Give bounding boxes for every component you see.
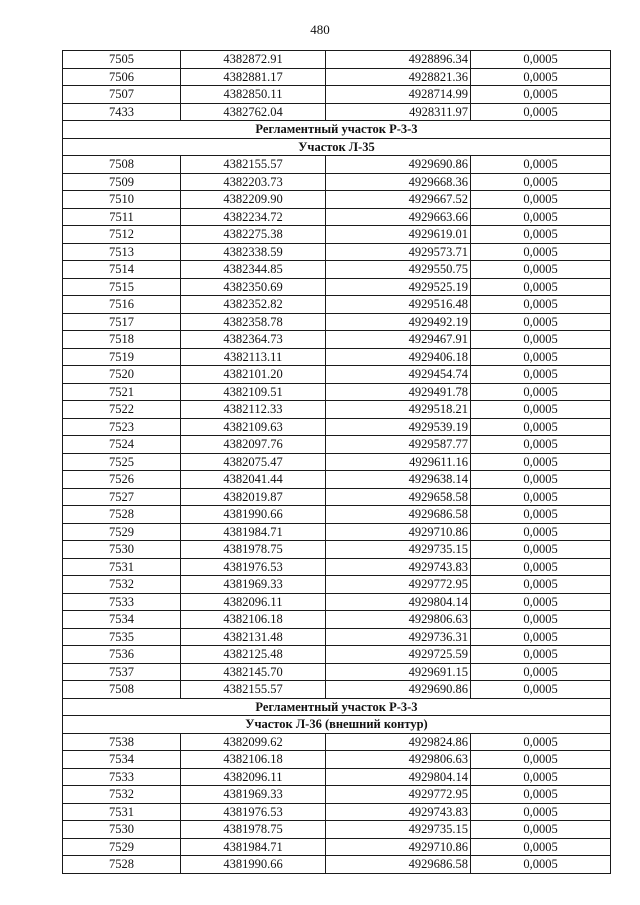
x-coordinate-cell: 4381976.53 [181,558,326,576]
x-coordinate-cell: 4382041.44 [181,471,326,489]
accuracy-cell: 0,0005 [471,226,611,244]
x-coordinate-cell: 4382101.20 [181,366,326,384]
table-row [63,558,611,576]
x-coordinate-cell: 4382096.11 [181,593,326,611]
point-number-cell: 7508 [63,681,181,699]
x-coordinate-cell: 4382112.33 [181,401,326,419]
point-number-cell: 7519 [63,348,181,366]
point-number-cell: 7536 [63,646,181,664]
point-number-cell: 7518 [63,331,181,349]
table-row [63,681,611,699]
point-number-cell: 7506 [63,68,181,86]
point-number-cell: 7509 [63,173,181,191]
point-number-cell: 7517 [63,313,181,331]
accuracy-cell: 0,0005 [471,523,611,541]
y-coordinate-cell: 4929539.19 [326,418,471,436]
x-coordinate-cell: 4382350.69 [181,278,326,296]
x-coordinate-cell: 4382358.78 [181,313,326,331]
point-number-cell: 7534 [63,611,181,629]
table-row [63,541,611,559]
accuracy-cell: 0,0005 [471,558,611,576]
accuracy-cell: 0,0005 [471,751,611,769]
table-row [63,68,611,86]
point-number-cell: 7516 [63,296,181,314]
point-number-cell: 7537 [63,663,181,681]
x-coordinate-cell: 4381990.66 [181,506,326,524]
coordinates-table-body [63,51,611,874]
y-coordinate-cell: 4929518.21 [326,401,471,419]
table-row [63,243,611,261]
x-coordinate-cell: 4382131.48 [181,628,326,646]
accuracy-cell: 0,0005 [471,856,611,874]
accuracy-cell: 0,0005 [471,576,611,594]
y-coordinate-cell: 4929804.14 [326,593,471,611]
table-row [63,611,611,629]
accuracy-cell: 0,0005 [471,313,611,331]
table-row [63,733,611,751]
x-coordinate-cell: 4381990.66 [181,856,326,874]
y-coordinate-cell: 4929587.77 [326,436,471,454]
y-coordinate-cell: 4929668.36 [326,173,471,191]
y-coordinate-cell: 4929824.86 [326,733,471,751]
y-coordinate-cell: 4929735.15 [326,541,471,559]
table-row [63,348,611,366]
section-heading-plot [63,716,611,734]
point-number-cell: 7530 [63,821,181,839]
table-row [63,471,611,489]
y-coordinate-cell: 4929667.52 [326,191,471,209]
accuracy-cell: 0,0005 [471,488,611,506]
accuracy-cell: 0,0005 [471,663,611,681]
y-coordinate-cell: 4929619.01 [326,226,471,244]
accuracy-cell: 0,0005 [471,628,611,646]
y-coordinate-cell: 4929492.19 [326,313,471,331]
accuracy-cell: 0,0005 [471,786,611,804]
table-row [63,383,611,401]
table-row [63,786,611,804]
table-row [63,156,611,174]
y-coordinate-cell: 4929710.86 [326,523,471,541]
accuracy-cell: 0,0005 [471,366,611,384]
y-coordinate-cell: 4929725.59 [326,646,471,664]
section-heading-regulated-area [63,698,611,716]
x-coordinate-cell: 4382096.11 [181,768,326,786]
point-number-cell: 7529 [63,523,181,541]
section-heading-text: Регламентный участок Р-3-3 [63,121,611,139]
y-coordinate-cell: 4929491.78 [326,383,471,401]
point-number-cell: 7538 [63,733,181,751]
accuracy-cell: 0,0005 [471,156,611,174]
accuracy-cell: 0,0005 [471,768,611,786]
x-coordinate-cell: 4382155.57 [181,156,326,174]
x-coordinate-cell: 4382203.73 [181,173,326,191]
accuracy-cell: 0,0005 [471,401,611,419]
accuracy-cell: 0,0005 [471,51,611,69]
y-coordinate-cell: 4928896.34 [326,51,471,69]
accuracy-cell: 0,0005 [471,821,611,839]
x-coordinate-cell: 4382145.70 [181,663,326,681]
x-coordinate-cell: 4382099.62 [181,733,326,751]
x-coordinate-cell: 4382344.85 [181,261,326,279]
x-coordinate-cell: 4382106.18 [181,751,326,769]
accuracy-cell: 0,0005 [471,418,611,436]
table-row [63,51,611,69]
y-coordinate-cell: 4928821.36 [326,68,471,86]
accuracy-cell: 0,0005 [471,296,611,314]
y-coordinate-cell: 4929454.74 [326,366,471,384]
y-coordinate-cell: 4929690.86 [326,156,471,174]
accuracy-cell: 0,0005 [471,261,611,279]
page-number: 480 [310,22,330,37]
table-row [63,751,611,769]
x-coordinate-cell: 4382109.63 [181,418,326,436]
y-coordinate-cell: 4929691.15 [326,663,471,681]
table-row [63,366,611,384]
table-row [63,576,611,594]
point-number-cell: 7522 [63,401,181,419]
table-row [63,296,611,314]
table-row [63,663,611,681]
point-number-cell: 7528 [63,506,181,524]
x-coordinate-cell: 4382881.17 [181,68,326,86]
x-coordinate-cell: 4382155.57 [181,681,326,699]
coordinates-table [62,50,611,874]
table-row [63,821,611,839]
point-number-cell: 7531 [63,803,181,821]
x-coordinate-cell: 4382019.87 [181,488,326,506]
accuracy-cell: 0,0005 [471,611,611,629]
y-coordinate-cell: 4929806.63 [326,611,471,629]
y-coordinate-cell: 4929804.14 [326,768,471,786]
table-row [63,593,611,611]
y-coordinate-cell: 4929772.95 [326,786,471,804]
point-number-cell: 7521 [63,383,181,401]
x-coordinate-cell: 4382234.72 [181,208,326,226]
accuracy-cell: 0,0005 [471,173,611,191]
table-row [63,523,611,541]
x-coordinate-cell: 4382338.59 [181,243,326,261]
table-row [63,488,611,506]
x-coordinate-cell: 4382275.38 [181,226,326,244]
table-row [63,278,611,296]
table-row [63,313,611,331]
x-coordinate-cell: 4382075.47 [181,453,326,471]
x-coordinate-cell: 4382125.48 [181,646,326,664]
section-heading-regulated-area [63,121,611,139]
point-number-cell: 7514 [63,261,181,279]
table-row [63,173,611,191]
accuracy-cell: 0,0005 [471,68,611,86]
point-number-cell: 7433 [63,103,181,121]
section-heading-text: Участок Л-36 (внешний контур) [63,716,611,734]
section-heading-text: Регламентный участок Р-3-3 [63,698,611,716]
x-coordinate-cell: 4382109.51 [181,383,326,401]
section-heading-plot [63,138,611,156]
x-coordinate-cell: 4381976.53 [181,803,326,821]
x-coordinate-cell: 4381978.75 [181,821,326,839]
table-row [63,261,611,279]
x-coordinate-cell: 4381969.33 [181,576,326,594]
accuracy-cell: 0,0005 [471,331,611,349]
y-coordinate-cell: 4929710.86 [326,838,471,856]
accuracy-cell: 0,0005 [471,838,611,856]
point-number-cell: 7507 [63,86,181,104]
x-coordinate-cell: 4382762.04 [181,103,326,121]
point-number-cell: 7530 [63,541,181,559]
point-number-cell: 7527 [63,488,181,506]
accuracy-cell: 0,0005 [471,208,611,226]
table-row [63,453,611,471]
accuracy-cell: 0,0005 [471,243,611,261]
y-coordinate-cell: 4929686.58 [326,856,471,874]
point-number-cell: 7508 [63,156,181,174]
accuracy-cell: 0,0005 [471,86,611,104]
accuracy-cell: 0,0005 [471,383,611,401]
accuracy-cell: 0,0005 [471,103,611,121]
accuracy-cell: 0,0005 [471,593,611,611]
point-number-cell: 7524 [63,436,181,454]
table-row [63,103,611,121]
y-coordinate-cell: 4929467.91 [326,331,471,349]
y-coordinate-cell: 4929735.15 [326,821,471,839]
point-number-cell: 7533 [63,593,181,611]
table-row [63,436,611,454]
table-row [63,856,611,874]
point-number-cell: 7534 [63,751,181,769]
point-number-cell: 7512 [63,226,181,244]
y-coordinate-cell: 4929772.95 [326,576,471,594]
point-number-cell: 7510 [63,191,181,209]
accuracy-cell: 0,0005 [471,453,611,471]
x-coordinate-cell: 4381984.71 [181,523,326,541]
accuracy-cell: 0,0005 [471,348,611,366]
accuracy-cell: 0,0005 [471,681,611,699]
y-coordinate-cell: 4929806.63 [326,751,471,769]
table-row [63,208,611,226]
x-coordinate-cell: 4382106.18 [181,611,326,629]
point-number-cell: 7505 [63,51,181,69]
table-row [63,331,611,349]
y-coordinate-cell: 4929658.58 [326,488,471,506]
table-row [63,506,611,524]
point-number-cell: 7515 [63,278,181,296]
table-row [63,191,611,209]
y-coordinate-cell: 4929743.83 [326,558,471,576]
point-number-cell: 7535 [63,628,181,646]
point-number-cell: 7525 [63,453,181,471]
point-number-cell: 7529 [63,838,181,856]
accuracy-cell: 0,0005 [471,541,611,559]
table-row [63,646,611,664]
table-row [63,401,611,419]
y-coordinate-cell: 4929690.86 [326,681,471,699]
accuracy-cell: 0,0005 [471,191,611,209]
y-coordinate-cell: 4929550.75 [326,261,471,279]
x-coordinate-cell: 4382113.11 [181,348,326,366]
section-heading-text: Участок Л-35 [63,138,611,156]
accuracy-cell: 0,0005 [471,803,611,821]
table-row [63,838,611,856]
point-number-cell: 7533 [63,768,181,786]
y-coordinate-cell: 4928311.97 [326,103,471,121]
table-row [63,418,611,436]
y-coordinate-cell: 4928714.99 [326,86,471,104]
table-row [63,86,611,104]
y-coordinate-cell: 4929736.31 [326,628,471,646]
y-coordinate-cell: 4929743.83 [326,803,471,821]
x-coordinate-cell: 4381969.33 [181,786,326,804]
y-coordinate-cell: 4929638.14 [326,471,471,489]
table-row [63,226,611,244]
accuracy-cell: 0,0005 [471,646,611,664]
x-coordinate-cell: 4382872.91 [181,51,326,69]
point-number-cell: 7513 [63,243,181,261]
x-coordinate-cell: 4382850.11 [181,86,326,104]
point-number-cell: 7526 [63,471,181,489]
point-number-cell: 7528 [63,856,181,874]
point-number-cell: 7532 [63,576,181,594]
table-row [63,628,611,646]
y-coordinate-cell: 4929525.19 [326,278,471,296]
x-coordinate-cell: 4381978.75 [181,541,326,559]
y-coordinate-cell: 4929406.18 [326,348,471,366]
y-coordinate-cell: 4929663.66 [326,208,471,226]
point-number-cell: 7532 [63,786,181,804]
x-coordinate-cell: 4381984.71 [181,838,326,856]
point-number-cell: 7511 [63,208,181,226]
y-coordinate-cell: 4929573.71 [326,243,471,261]
x-coordinate-cell: 4382097.76 [181,436,326,454]
y-coordinate-cell: 4929516.48 [326,296,471,314]
x-coordinate-cell: 4382364.73 [181,331,326,349]
accuracy-cell: 0,0005 [471,471,611,489]
accuracy-cell: 0,0005 [471,278,611,296]
point-number-cell: 7523 [63,418,181,436]
accuracy-cell: 0,0005 [471,436,611,454]
accuracy-cell: 0,0005 [471,733,611,751]
table-row [63,768,611,786]
x-coordinate-cell: 4382209.90 [181,191,326,209]
y-coordinate-cell: 4929611.16 [326,453,471,471]
table-row [63,803,611,821]
x-coordinate-cell: 4382352.82 [181,296,326,314]
accuracy-cell: 0,0005 [471,506,611,524]
point-number-cell: 7531 [63,558,181,576]
point-number-cell: 7520 [63,366,181,384]
y-coordinate-cell: 4929686.58 [326,506,471,524]
